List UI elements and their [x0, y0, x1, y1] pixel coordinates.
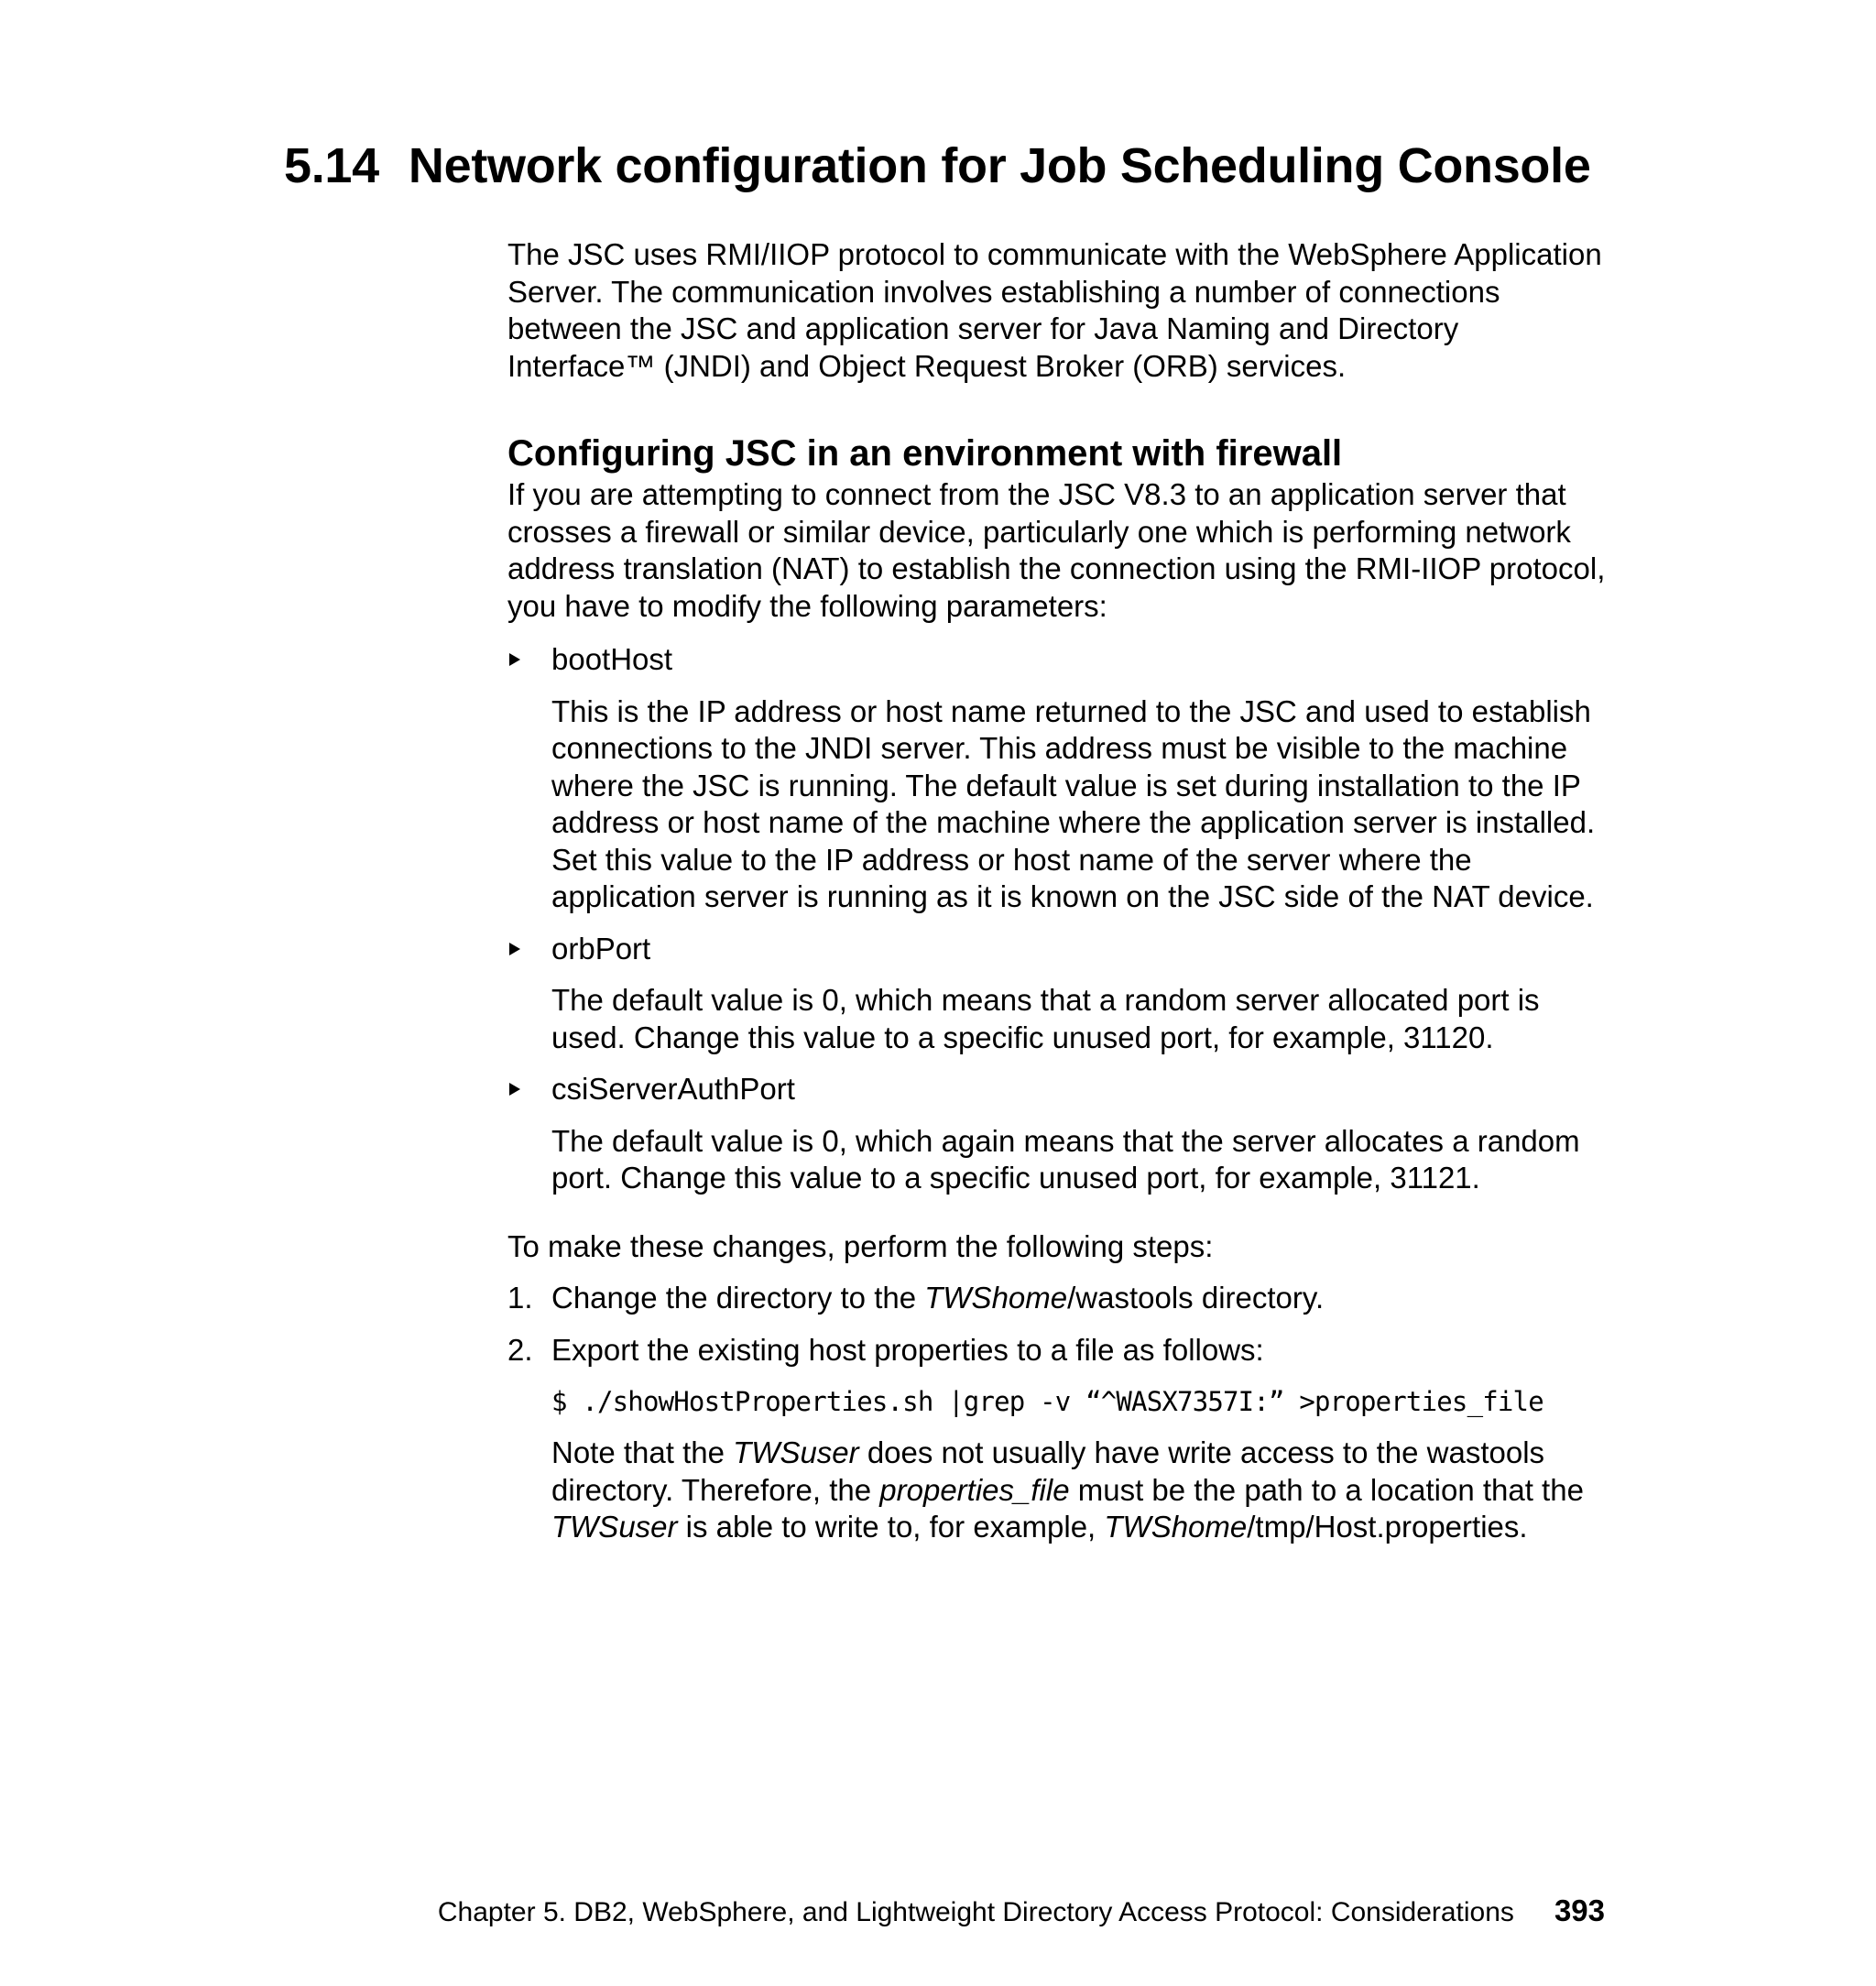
bullet-arrow-icon: [509, 1083, 520, 1096]
parameter-list: [507, 641, 1607, 1197]
note-emphasis: TWSuser: [733, 1435, 859, 1469]
step-item: [507, 1332, 1607, 1546]
note-emphasis: TWShome: [1104, 1510, 1248, 1544]
note-text: /tmp/Host.properties.: [1247, 1510, 1528, 1544]
note-text: must be the path to a location that the: [1069, 1472, 1584, 1507]
step-text: [551, 1280, 1607, 1317]
step-text: Export the existing host properties to a file as follows:: [551, 1332, 1264, 1367]
section-title: [284, 137, 1591, 194]
step-text-emphasis: TWShome: [924, 1281, 1068, 1315]
steps-intro: To make these changes, perform the following steps:: [507, 1228, 1214, 1263]
steps-list: [507, 1280, 1607, 1546]
list-item: [507, 1071, 1607, 1197]
param-description: This is the IP address or host name returned to the JSC and used to establish connections to the JNDI server. This address must be visible to the machine where the JSC is running. The default value is set during installation to the IP address or host name of the machine where the application server is installed. Set this value to the IP address or host name of the server where the application server is running as it is known on the JSC side of the NAT device.: [551, 693, 1596, 913]
step-note: [551, 1435, 1607, 1546]
list-item: [507, 641, 1607, 916]
note-text: Note that the: [551, 1435, 734, 1469]
subsection-body: If you are attempting to connect from the JSC V8.3 to an application server that crosses a firewall or similar device, particularly one which is performing network address translation (NAT) to establish the connection using the RMI-IIOP protocol, you have to modify the following parameters:: [507, 477, 1606, 623]
note-text: does not usually have write access to the wastools directory. Therefore, the: [551, 1435, 1545, 1507]
param-term: bootHost: [551, 642, 673, 676]
section-title-text: Network configuration for Job Scheduling Console: [408, 138, 1591, 193]
param-description: The default value is 0, which means that a random server allocated port is used. Change this value to a specific unused port, for example, 31120.: [551, 983, 1540, 1054]
bullet-arrow-icon: [509, 653, 520, 666]
step-number: 1.: [507, 1281, 533, 1315]
footer-chapter: Chapter 5. DB2, WebSphere, and Lightweight Directory Access Protocol: Considerations: [437, 1897, 1514, 1927]
note-text: is able to write to, for example,: [677, 1510, 1105, 1544]
main-content: [507, 236, 1607, 1561]
note-emphasis: TWSuser: [551, 1510, 678, 1544]
page-number: 393: [1554, 1893, 1605, 1927]
code-command: $ ./showHostProperties.sh |grep -v “^WASX7357I:” >properties_file: [551, 1386, 1543, 1417]
step-number: 2.: [507, 1332, 533, 1367]
list-item: [507, 931, 1607, 1057]
note-emphasis: properties_file: [879, 1472, 1070, 1507]
section-number: 5.14: [284, 138, 379, 193]
page-footer: [0, 1893, 1605, 1931]
param-term: csiServerAuthPort: [551, 1072, 795, 1106]
param-description: The default value is 0, which again means that the server allocates a random port. Change this value to a specific unused port, for example, 31121.: [551, 1123, 1580, 1195]
intro-paragraph: The JSC uses RMI/IIOP protocol to communicate with the WebSphere Application Server. The communication involves establishing a number of connections between the JSC and application server for Java Naming and Directory Interface™ (JNDI) and Object Request Broker (ORB) services.: [507, 237, 1602, 383]
step-text-part: /wastools directory.: [1067, 1281, 1325, 1315]
step-item: [507, 1280, 1607, 1317]
bullet-arrow-icon: [509, 943, 520, 955]
param-term: orbPort: [551, 931, 651, 966]
step-text-part: Change the directory to the: [551, 1281, 925, 1315]
subsection-heading: Configuring JSC in an environment with firewall: [507, 433, 1343, 474]
